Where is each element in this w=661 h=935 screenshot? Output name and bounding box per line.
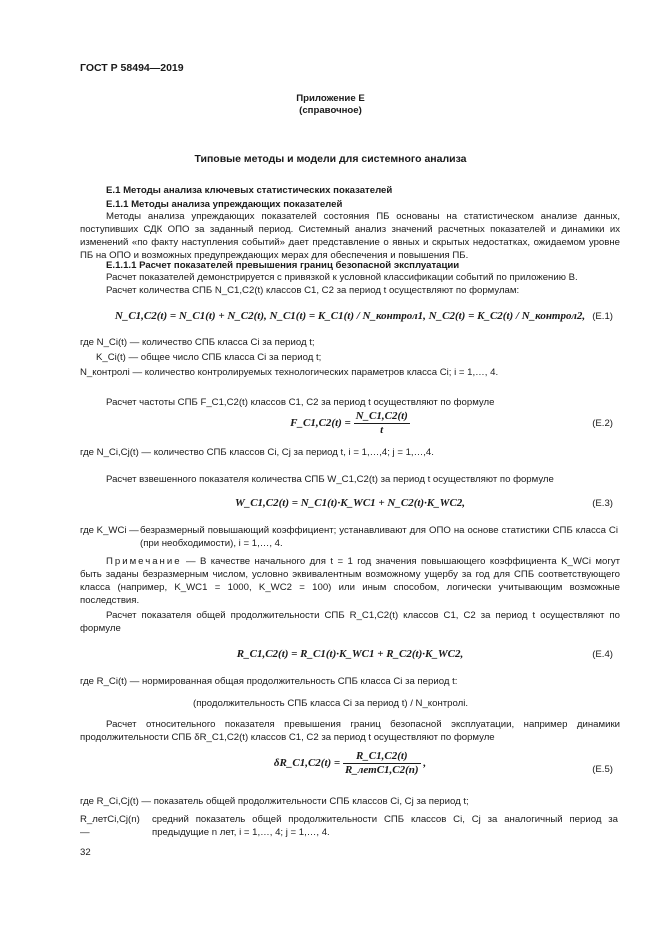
definition-symbol: K_Ci(t) —: [96, 352, 139, 363]
equation-e4-number: (Е.4): [592, 649, 613, 660]
paragraph-frequency: Расчет частоты СПБ F_C1,C2(t) классов С1, С2 за период t осуществляют по формуле: [106, 397, 495, 408]
definition-row: [80, 813, 620, 839]
appendix-title: Приложение Е: [296, 93, 365, 104]
paragraph-weighted: Расчет взвешенного показателя количества СПБ W_C1,C2(t) за период t осуществляют по формуле: [106, 474, 554, 485]
equation-e5-number: (Е.5): [592, 764, 613, 775]
heading-e11: Е.1.1 Методы анализа упреждающих показателей: [106, 199, 343, 210]
definition-symbol: где R_Ci,Cj(t) —: [80, 796, 152, 807]
appendix-subtitle: (справочное): [299, 105, 362, 116]
definition-text: показатель общей продолжительности СПБ классов Сi, Сj за период t;: [153, 796, 469, 807]
equation-e2-definition: где N_Ci,Cj(t) — количество СПБ классов Сi, Сj за период t, i = 1,…,4; j = 1,…,4.: [80, 447, 434, 458]
page-number: 32: [80, 847, 91, 858]
heading-e1: Е.1 Методы анализа ключевых статистических показателей: [106, 185, 393, 196]
definition-text: средний показатель общей продолжительности СПБ классов Сi, Сj за аналогичный период за предыдущие n лет, i = 1,…, 4; j = 1,…, 4.: [152, 814, 618, 838]
equation-e2-fraction: [354, 410, 410, 437]
equation-e2-number: (Е.2): [592, 418, 613, 429]
definition-text: безразмерный повышающий коэффициент; устанавливают для ОПО на основе статистики СПБ класса Сi (при необходимости), i = 1,…, 4.: [140, 525, 618, 549]
paragraph-e111-2: Расчет количества СПБ N_C1,C2(t) классов С1, С2 за период t осуществляют по формулам:: [106, 285, 520, 296]
definition-symbol: N_контролi —: [80, 367, 143, 378]
equation-e5-fraction: [343, 750, 421, 777]
equation-e3-number: (Е.3): [592, 498, 613, 509]
paragraph-e11: Методы анализа упреждающих показателей состояния ПБ основаны на статистическом анализе данных, поступивших СДК ОПО за заданный период. Системный анализ значений расчетных показателей и динамики их изменений «по факту наступления событий» дает представление о явных и скрытых недостатках, ожидаемом уровне ПБ на ОПО и возможных предупреждающих мерах для обеспечения и повышения ПБ.: [80, 211, 620, 261]
equation-e5-denominator: R_летС1,С2(n): [344, 764, 419, 776]
definition-row: [80, 524, 620, 550]
equation-e5-numerator: R_C1,C2(t): [343, 750, 421, 764]
heading-e111: Е.1.1.1 Расчет показателей превышения границ безопасной эксплуатации: [106, 260, 460, 271]
equation-e3: W_C1,C2(t) = N_C1(t)·K_WC1 + N_C2(t)·K_WC2,: [234, 497, 466, 509]
paragraph-relative: Расчет относительного показателя превышения границ безопасной эксплуатации, например динамики продолжительности СПБ δR_C1,C2(t) классов С1, С2 за период t осуществляют по формуле: [80, 719, 620, 743]
note-text: — В качестве начального для t = 1 год значения повышающего коэффициента K_WCi могут быть заданы безразмерным числом, условно эквивалентным возможному ущербу за год для СПБ соответствующего класса (например, K_WC1 = 1000, K_WC2 = 100) или иным способом, логически учитывающим возможные последствия.: [80, 556, 621, 606]
note: [80, 555, 620, 607]
equation-e4-definition: где R_Ci(t) — нормированная общая продолжительность СПБ класса Сi за период t:: [80, 676, 458, 687]
equation-e5: [80, 750, 620, 777]
equation-e2-denominator: t: [380, 424, 384, 436]
definition-text: количество СПБ класса Сi за период t;: [141, 337, 315, 348]
paragraph-duration: Расчет показателя общей продолжительности СПБ R_C1,C2(t) классов С1, С2 за период t осуществляют по формуле: [80, 610, 620, 634]
equation-e1: N_C1,C2(t) = N_C1(t) + N_C2(t), N_C1(t) = K_C1(t) / N_контрол1, N_C2(t) = K_C2(t) / N_контрол2,: [114, 310, 586, 322]
equation-e5-lhs: δR_C1,C2(t) =: [273, 757, 341, 770]
definition-row: [80, 336, 315, 349]
definition-row: [80, 366, 498, 379]
equation-e2: [80, 410, 620, 437]
definition-row: [80, 795, 469, 808]
definition-text: общее число СПБ класса Сi за период t;: [140, 352, 322, 363]
definition-text: количество контролируемых технологических параметров класса Сi; i = 1,…, 4.: [144, 367, 499, 378]
definition-symbol: где N_Ci(t) —: [80, 337, 140, 348]
definition-row: [96, 351, 321, 364]
definition-symbol: где K_WCi —: [80, 525, 139, 536]
paragraph-e111-1: Расчет показателей демонстрируется с привязкой к условной классификации событий по приложению В.: [106, 272, 578, 283]
document-header: ГОСТ Р 58494—2019: [80, 62, 184, 74]
definition-symbol: R_летCi,Cj(n) —: [80, 814, 140, 838]
section-title: Типовые методы и модели для системного анализа: [194, 153, 467, 165]
note-label: Примечание: [106, 556, 182, 567]
equation-e2-numerator: N_C1,C2(t): [355, 410, 408, 422]
equation-e4: R_C1,C2(t) = R_C1(t)·K_WC1 + R_C2(t)·K_WC2,: [236, 648, 464, 660]
equation-e5-tail: ,: [423, 757, 427, 770]
equation-e2-lhs: F_C1,C2(t) =: [290, 417, 351, 430]
equation-e1-number: (Е.1): [592, 311, 613, 322]
equation-e4-normalization: (продолжительность СПБ класса Сi за период t) / N_контролi.: [193, 698, 468, 709]
